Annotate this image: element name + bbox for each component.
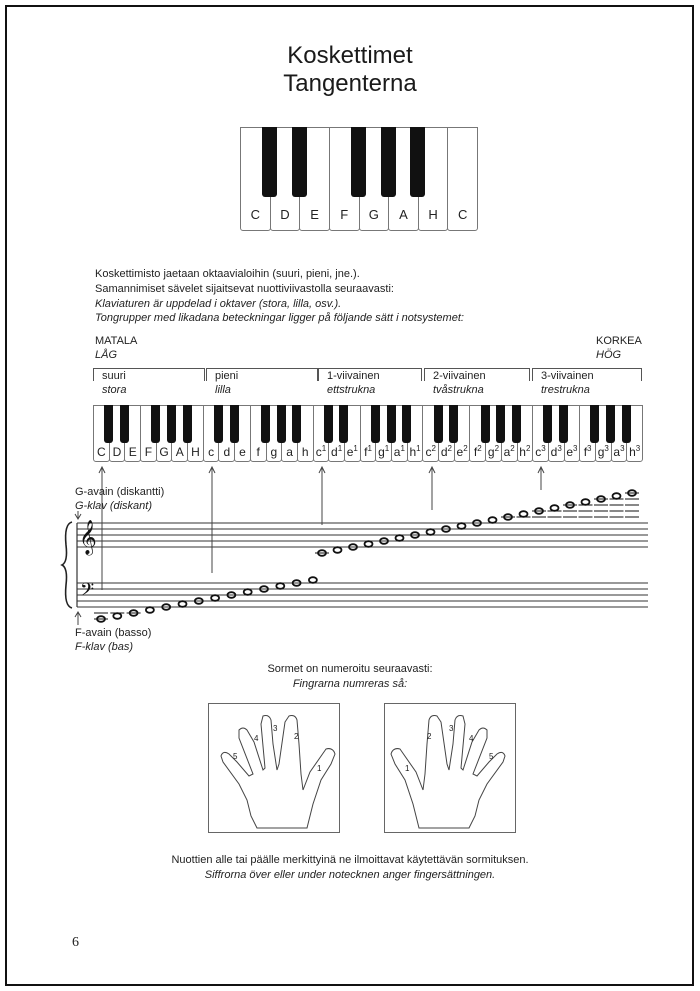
- key-label: C: [250, 207, 260, 222]
- whole-note: [427, 529, 435, 535]
- key-label: c: [208, 445, 215, 459]
- octave-name-fi: 1-viivainen: [327, 370, 380, 382]
- intro-line-sv-2: Tongrupper med likadana beteckningar ligger på följande sätt i notsystemet:: [95, 312, 464, 324]
- finger-number: 4: [469, 734, 474, 743]
- finger-number: 1: [405, 764, 410, 773]
- key-label: $a^1$: [393, 444, 405, 459]
- whole-note: [396, 535, 404, 541]
- low-label-fi: MATALA: [95, 335, 138, 347]
- whole-note: [551, 505, 559, 511]
- page-number: 6: [72, 935, 79, 950]
- high-label-sv: HÖG: [596, 349, 622, 361]
- key-label: $d^2$: [440, 444, 452, 459]
- key-label: D: [280, 207, 290, 222]
- footer-line-sv: Siffrorna över eller under notecknen anger fingersättningen.: [204, 869, 496, 881]
- bass-clef-icon: 𝄢: [80, 580, 95, 605]
- right-hand-box: [384, 703, 516, 833]
- key-label: E: [310, 207, 319, 222]
- high-label-fi: KORKEA: [596, 335, 642, 347]
- key-label: G: [368, 207, 379, 222]
- key-label: e: [239, 445, 246, 459]
- key-label: $e^3$: [566, 444, 578, 459]
- whole-note: [365, 541, 373, 547]
- key-label: $d^3$: [550, 444, 562, 459]
- bass-clef-label-fi: F-avain (basso): [75, 627, 152, 639]
- whole-note: [309, 577, 317, 583]
- octave-name-sv: tvåstrukna: [433, 384, 484, 396]
- brace: [62, 522, 72, 608]
- key-label: $f^2$: [473, 444, 482, 459]
- finger-number: 1: [317, 764, 322, 773]
- fingers-heading-fi: Sormet on numeroitu seuraavasti:: [267, 663, 433, 675]
- finger-number: 2: [294, 732, 299, 741]
- key-label: h: [301, 445, 309, 459]
- key-label: D: [112, 445, 122, 459]
- treble-clef-label-sv: G-klav (diskant): [75, 500, 153, 512]
- finger-number: 4: [254, 734, 259, 743]
- key-label: $f^1$: [364, 444, 372, 459]
- key-label: $c^2$: [425, 444, 436, 459]
- key-label: H: [428, 207, 438, 222]
- octave-name-sv: stora: [102, 384, 127, 396]
- whole-note: [211, 595, 219, 601]
- whole-note: [582, 499, 590, 505]
- octave-name-sv: lilla: [215, 384, 231, 396]
- octave-name-fi: 3-viivainen: [541, 370, 594, 382]
- key-label: $a^3$: [613, 444, 625, 459]
- whole-note: [520, 511, 528, 517]
- octave-name-fi: 2-viivainen: [433, 370, 486, 382]
- key-label: $h^2$: [519, 444, 531, 459]
- key-label: $g^1$: [378, 444, 390, 459]
- low-label-sv: LÅG: [95, 349, 118, 361]
- key-label: $c^1$: [315, 444, 327, 459]
- intro-line-fi-1: Koskettimisto jaetaan oktaavialoihin (suuri, pieni, jne.).: [95, 268, 360, 280]
- page-subtitle: Tangenterna: [283, 70, 417, 97]
- key-label: A: [175, 445, 184, 459]
- key-label: E: [128, 445, 137, 459]
- key-label: $g^2$: [487, 444, 500, 459]
- finger-number: 5: [489, 752, 494, 761]
- key-label: $h^3$: [629, 444, 641, 459]
- octave-name-fi: pieni: [215, 370, 239, 382]
- key-label: A: [399, 207, 408, 222]
- treble-clef-label-fi: G-avain (diskantti): [75, 486, 165, 498]
- bass-clef-label-sv: F-klav (bas): [75, 641, 134, 653]
- key-label: $g^3$: [597, 444, 609, 459]
- whole-note: [113, 613, 121, 619]
- key-label: $e^2$: [456, 444, 468, 459]
- key-label: g: [270, 445, 278, 459]
- finger-number: 5: [233, 752, 238, 761]
- octave-name-fi: suuri: [102, 370, 126, 382]
- whole-note: [146, 607, 154, 613]
- whole-note: [334, 547, 342, 553]
- key-label: $f^3$: [583, 444, 592, 459]
- intro-line-fi-2: Samannimiset sävelet sijaitsevat nuottiviivastolla seuraavasti:: [95, 283, 394, 295]
- footer-line-fi: Nuottien alle tai päälle merkittyinä ne ilmoittavat käytettävän sormituksen.: [171, 854, 529, 866]
- intro-line-sv-1: Klaviaturen är uppdelad i oktaver (stora, lilla, osv.).: [95, 298, 342, 310]
- key-label: H: [191, 445, 200, 459]
- key-label: $e^1$: [346, 444, 358, 459]
- whole-note: [244, 589, 252, 595]
- octave-name-sv: trestrukna: [541, 384, 590, 396]
- key-label: G: [159, 445, 169, 459]
- key-label: $c^3$: [535, 444, 546, 459]
- key-label: $h^1$: [409, 444, 421, 459]
- whole-note: [489, 517, 497, 523]
- key-label: $a^2$: [503, 444, 515, 459]
- key-label: C: [457, 207, 468, 222]
- finger-number: 3: [273, 724, 278, 733]
- whole-note: [458, 523, 466, 529]
- key-label: F: [340, 207, 349, 222]
- page-title: Koskettimet: [287, 42, 413, 69]
- key-label: a: [286, 445, 293, 459]
- whole-note: [276, 583, 284, 589]
- key-label: $d^1$: [331, 444, 343, 459]
- bass-clef-pointer: [75, 612, 81, 625]
- key-label: d: [223, 445, 231, 459]
- whole-note: [179, 601, 187, 607]
- whole-note: [613, 493, 621, 499]
- left-hand-box: [208, 703, 340, 833]
- treble-clef-icon: 𝄞: [79, 520, 97, 555]
- finger-number: 3: [449, 724, 454, 733]
- octave-name-sv: ettstrukna: [327, 384, 376, 396]
- fingers-heading-sv: Fingrarna numreras så:: [292, 678, 408, 690]
- key-label: C: [97, 445, 106, 459]
- finger-number: 2: [427, 732, 432, 741]
- key-label: F: [144, 445, 153, 459]
- key-label: f: [256, 445, 260, 459]
